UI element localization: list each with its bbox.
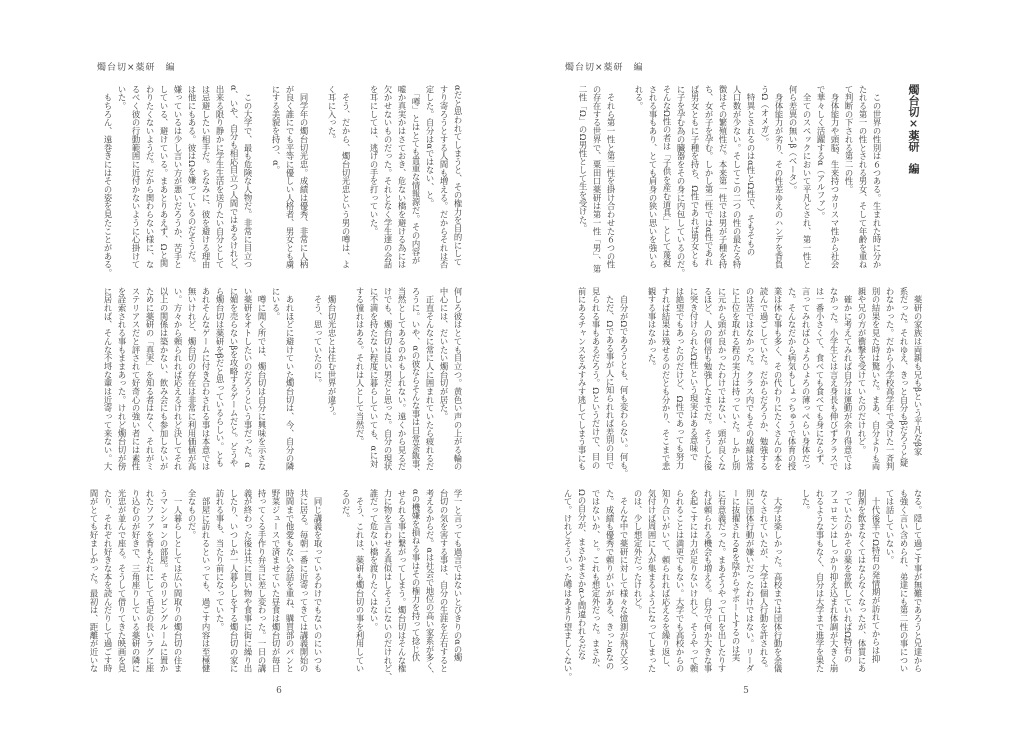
text-line: 持ってくる手作り弁当に差し変わった。一日の講 [257, 489, 267, 673]
text-line: この世界の性別は６つある。生まれた時に分か [872, 85, 882, 269]
text-line: られることは満更でもない。大学でも高校からの [675, 489, 685, 673]
text-line: フェロモンはしっかり抑え込まれ体調が大きく崩 [829, 489, 839, 673]
text-line: ば男女ともに子種を持ち、Ω性であれば男女とも [690, 85, 700, 268]
text-line: 見られる事もあるだろう。Ωというだけで、目の [591, 287, 601, 470]
text-tier-3 [87, 489, 465, 682]
text-line: 十代後半でΩ特有の発情期が訪れてからは抑 [871, 489, 881, 663]
text-line: 大学は楽しかった。高校までは団体行動を余儀 [773, 489, 783, 673]
text-tier-2 [101, 287, 465, 477]
text-line: 気付けば周囲に人が集まるようになってしまった [647, 489, 657, 673]
text-line: が良く誰にでも平等に優しい人格者、男女とも虜 [285, 85, 295, 269]
text-line: ために薬研の「真実」を知る者はなく、それがミ [145, 287, 155, 471]
text-line: そんな中で薬研に対して様々な憶測が飛び交っ [619, 489, 629, 673]
text-line: あれそんなゲームに付き合わされる事は本意では [201, 287, 211, 471]
text-line: 共に居る。毎朝一番に近寄ってきては講義開始の [299, 489, 309, 673]
text-line: 何しろ彼はとても目立つ。黄色い声の上がる輪の [453, 287, 463, 471]
text-line: 「噂」とはとても貴重な情報源だ。その内容が [411, 85, 421, 265]
text-line: 親や兄の方が衝撃を受けていたのだけれど。 [857, 287, 867, 454]
text-line: なくされていたが、大学は個人行動を許される。 [759, 489, 769, 673]
text-line: れたソファを背もたれにして毛足の長いラグに座 [145, 489, 155, 673]
running-header: 燭台切×薬研 編 [565, 63, 644, 73]
text-line: は絶望でもあったのだけど、Ω性であっても努力 [675, 287, 685, 470]
text-line: たれる第一の性とされる男女、そして年齢を重ね [858, 85, 868, 269]
text-line: 訪れる事も、当たり前になっていた。 [215, 489, 225, 631]
text-line: 同学年の燭台切光忠。成績は優秀、非常に人柄 [299, 85, 309, 269]
text-line: 力に物を言わせる真似はしそうにないのだけれど、 [383, 489, 393, 682]
text-line: なかった。小学生とは言え身長も伸びずクラスで [829, 287, 839, 471]
text-line: 徴はその繁殖性だ。本来第一性では男が子種を持 [718, 85, 728, 269]
text-line: α、いや、自分も相応目立つ人間ではあるけれど、 [229, 85, 239, 275]
text-line: ただ、Ωである事が人に知られれば差別の目で [605, 287, 615, 470]
text-line: うマンションの部屋。そのリビングルームに置か [159, 489, 169, 673]
text-line: た。成績も優秀で頼りがいがある、きっとαなの [605, 489, 615, 670]
text-line: 考えるからだ。αは社会で地位の高い家系が多く、 [425, 489, 435, 679]
text-line: っていたのかその薬を常飲していればΩ特有の [843, 489, 853, 663]
text-line: 業は休む事も多く、その代わりにたくさんの本を [773, 287, 783, 471]
text-line: 全なものだ。 [187, 489, 197, 540]
text-line: 制剤を飲まなくてはならなくなったが、体質にあ [857, 489, 867, 673]
text-line: そう、これは、薬研も燭台切の事を利用してい [355, 489, 365, 673]
text-line: 間がとても好ましかった。最初は、距離が近いな [89, 489, 99, 673]
text-line: に媚を売らないβを攻略するゲームだと。どうや [229, 287, 239, 468]
text-line: 人口数が少ない。そしてこの二つの性の最たる特 [732, 85, 742, 269]
text-line: 野菜ジュースで済ませていた昼食は燭台切が毎日 [271, 489, 281, 673]
blank-line [339, 287, 353, 473]
text-line: 台切の気を害する事は、自分の生涯を左右すると [439, 489, 449, 673]
text-line: のは、少し想定外だったけれど。 [633, 489, 643, 615]
text-line: れるような事もなく、自分は大学まで進学を果た [815, 489, 825, 673]
text-line: そう、だから、燭台切光忠という男の噂は、よ [341, 85, 351, 269]
chapter-title: 燭台切×薬研 編 [907, 84, 920, 174]
text-line: は他にもある。彼はΩを嫌っているのだそうだ。 [187, 85, 197, 268]
blank-line [325, 489, 339, 675]
text-line: もちろん、遠巻きにはその姿を見たことがある。 [103, 85, 113, 278]
text-line: 全てのスペックにおいて平凡とされ、第一性と [802, 85, 812, 269]
text-line: い薬研をオトしたいのだろうという事だった。α [243, 287, 253, 468]
text-line: 定した。自分はαではない、と。 [425, 85, 435, 208]
text-line: 正直そんなに常に人に囲まれていたら疲れるだ [425, 287, 435, 471]
text-line: 一人暮らしとしては広い間取りの燭台切の住ま [173, 489, 183, 673]
text-line: 当然としてあるのかもしれない。遠くから見るだ [397, 287, 407, 471]
running-header: 燭台切×薬研 編 [97, 63, 176, 73]
text-line: るべく彼の行動範囲に近付かないように心掛けて [131, 85, 141, 269]
text-line: 義が終わった後は共に買い物や食事に街に繰り出 [243, 489, 253, 673]
text-line: 部屋に訪れるといっても、過ごす内容は至極健 [201, 489, 211, 673]
text-line: そう、思っていたのに。 [313, 287, 323, 388]
text-line: そんなΩ性の者は「子供を産む道具」として蔑視 [662, 85, 672, 268]
text-line: い。方々から頼られれば応えるけれど決してそれ [173, 287, 183, 471]
text-line: する憧れはある。それは人として当然だ。 [355, 287, 365, 446]
text-line: 嫌っているは少し言い方が悪いだろうか、苦手と [173, 85, 183, 269]
text-line: ち、女が子を孕む。しかし第二性ではα性であれ [704, 85, 714, 266]
text-line: るほど、人の何倍も勉強したまでだ。そうした後 [703, 287, 713, 471]
blank-line [353, 85, 367, 271]
text-line: αだと思われてしまうと、その権力を目的にして [453, 85, 463, 266]
text-line: に居れば、そんな不埒な輩は近寄って来ない。大 [103, 287, 113, 471]
text-line: を耳にしては、逃げの手を打っていた。 [369, 85, 379, 236]
text-line: に不満を持たない程度に暮らしていても、αに対 [369, 287, 379, 468]
text-line: ではないか、と。これも想定外だった。まさか、 [591, 489, 601, 673]
text-line: 誰だって危ない橋を渡りたくはない。 [369, 489, 379, 631]
text-line: 光忠が並んで座る。そうして借りてきた映画を見 [117, 489, 127, 673]
text-line: は一番小さくて、食べても食べても身にならず、 [815, 287, 825, 471]
text-line: 読んで過ごしていた。だからだろうか、勉強する [759, 287, 769, 471]
text-line: 時間まで他愛もない会話を重ね、購買部のパンと [285, 489, 295, 673]
text-line: んて。けれどそういった噂はあまり望ましくない。 [563, 489, 573, 682]
text-tier-3 [561, 489, 925, 682]
text-line: の存在する世界で、粟田口薬研は第一性「男」、第 [592, 85, 602, 273]
text-line: ろうに。いや、αの彼ならそんな事は日常茶飯事、 [411, 287, 421, 477]
text-line: わりたくないようだ。だから関わらない様に、な [145, 85, 155, 269]
text-line: いた。 [117, 85, 127, 111]
text-line: ら燭台切は薬研をβだと思っているらしい。とも [215, 287, 225, 468]
text-line: したり、いつしか一人暮らしをする燭台切の家に [229, 489, 239, 673]
text-line: 特異とされるのはα性とΩ性で、そもそもの [746, 85, 756, 257]
blank-line [785, 489, 799, 675]
text-line: なる。隠して過ごす事が無難であろうと兄達から [913, 489, 923, 673]
text-line: に上位を取れる程の実力は持っていた。しかし別 [731, 287, 741, 471]
text-tier-2 [575, 287, 925, 478]
text-line: している、避けている。まあとりあえず、Ωと関 [159, 85, 169, 268]
page-number: 6 [276, 686, 282, 696]
text-line: 中心には、だいたい燭台切が居た。 [439, 287, 449, 421]
text-line: される事もあり、とても肩身の狭い思いを強いら [648, 85, 658, 269]
text-line: れば頼られる機会も増える。自分で何か大きな事 [703, 489, 713, 673]
text-line: を起こすには力が足りないけれど、そうやって頼 [689, 489, 699, 673]
text-line: にする美貌を持つ、α。 [271, 85, 281, 175]
text-line: 何ら差異の無いβ（ベータ）。 [788, 85, 798, 195]
text-line: この大学で、最も危険な人物だ。非常に目立つ [243, 85, 253, 269]
text-line: 無いけれど、燭台切の存在は非常に利用価値が高 [187, 287, 197, 471]
text-line: 欠かせないものだった。それとなく学生達の会話 [383, 85, 393, 269]
text-line: に有意義だった。まあそうやって口を出したりす [717, 489, 727, 673]
text-line: に突き付けられたΩ性という現実はある意味で [689, 287, 699, 461]
text-line: 系だった。それゆえ、きっと自分もβだろうと疑 [899, 287, 909, 468]
text-line: た。そんなだから病気もしょっちゅうで体育の授 [787, 287, 797, 471]
text-tier-1 [101, 85, 465, 278]
blank-line [631, 287, 645, 473]
text-line: 別の結果を見た時は驚いた。まあ、自分よりも両 [871, 287, 881, 471]
text-line: にいる。 [271, 287, 281, 321]
text-line: 前にあるチャンスをみすみす逃してしまう事にも [577, 287, 587, 471]
text-line: 二性「Ω」のΩ男性として生を受けた。 [578, 85, 588, 233]
text-line: ーに抜擢されるαを陰からサポートするのは実 [731, 489, 741, 662]
text-line: 学一と言っても過言ではないとびきりのαの燭 [453, 489, 463, 662]
text-line: Ωの自分が、まさかまさかαと間違われるだな [577, 489, 587, 661]
text-line: した。 [801, 489, 811, 515]
text-line: わなかった。だから小学校高学年で受けた一斉判 [885, 287, 895, 471]
text-line: で華々しく活躍するα（アルファ）。 [816, 85, 826, 221]
text-line: て判断の下される第二の性。 [844, 85, 854, 194]
text-line: く耳に入った。 [327, 85, 337, 144]
text-line: 出来る限り静かに学生生活を送りたい自分として [215, 85, 225, 269]
text-line: 噂に聞く所では、燭台切は自分に興味を示さな [257, 287, 267, 471]
text-line: すり寄ろうとする人間も増える。だからそれは否 [439, 85, 449, 269]
page-number: 5 [743, 686, 749, 696]
text-line: のは苦ではなかった。クラス内でもその成績は常 [745, 287, 755, 471]
text-line: けでも、燭台切は良い男だと思った。自分の現状 [383, 287, 393, 471]
text-line: るのだ。 [341, 489, 351, 523]
blank-line [618, 85, 632, 271]
text-line: に子を孕む為の臓器をその身に内包しているのだ。 [676, 85, 686, 278]
text-line: 確かに考えてみれば自分は運動が余り得意では [843, 287, 853, 471]
blank-line [255, 85, 269, 271]
text-line: 同じ講義を取っているわけでもないのにいつも [313, 489, 323, 673]
text-line: は忌避したい相手だ。ちなみに、彼を避ける理由 [201, 85, 211, 269]
text-line: それら第一性と第二性を掛け合わせた６つの性 [606, 85, 616, 269]
text-line: せられる事に繋がってしまう。燭台切はそんな権 [397, 489, 407, 673]
text-line: 自分がΩであろうとも、何も変わらない。何も。 [619, 287, 629, 478]
text-line: に元から頭が良かったわけではない、頭が良くな [717, 287, 727, 471]
text-line: たり、それぞれ好きな本を読んだりして過ごす時 [103, 489, 113, 673]
text-line: も強く言い含められ、弟達にも第二性の事につい [899, 489, 909, 673]
text-line: 薬研の家族は両親も兄もβという平凡なβ家 [913, 287, 923, 456]
text-line: れる。 [634, 85, 644, 111]
blank-line [297, 287, 311, 473]
text-line: 燭台切光忠とは住む世界が違う。 [327, 287, 337, 421]
text-line: うΩ（オメガ）。 [760, 85, 770, 147]
blank-line [311, 85, 325, 271]
text-line: を詮索される事もままあった。けれど燭台切が傍 [117, 287, 127, 471]
text-line: すれば結果は残せるのだとも分かり、そこまで悲 [661, 287, 671, 471]
text-line: 身体能力が劣り、その性差ゆえのハンデを背負 [774, 85, 784, 269]
text-line: 別に団体行動が嫌いだったわけではない。リーダ [745, 489, 755, 673]
text-tier-1 [576, 85, 884, 278]
text-line: 嘘か真実かはさておき、危ない橋を避ける為には [397, 85, 407, 269]
text-line: 言ってみればひょろひょろの薄っぺらい身体だっ [801, 287, 811, 471]
text-line: り込むのが好きで、三角座りしている薬研の隣に [131, 489, 141, 673]
text-line: 知り合いがいて、頼られれば応えるを繰り返し、 [661, 489, 671, 673]
text-line: 以上の関係は築かない、飲み会にも参加しないが [159, 287, 169, 471]
text-line: ステリアスだと評されて好奇心の強い者には素性 [131, 287, 141, 471]
text-line: 観する事はなかった。 [647, 287, 657, 371]
text-line: あれほどに避けていた燭台切は、今、自分の隣 [285, 287, 295, 471]
text-line: ては話していない。 [885, 489, 895, 565]
text-line: αの機嫌を損ねる事はその権力を持って捻じ伏 [411, 489, 421, 662]
text-line: 身体能力や頭脳、生来持つカリスマ性から社会 [830, 85, 840, 269]
